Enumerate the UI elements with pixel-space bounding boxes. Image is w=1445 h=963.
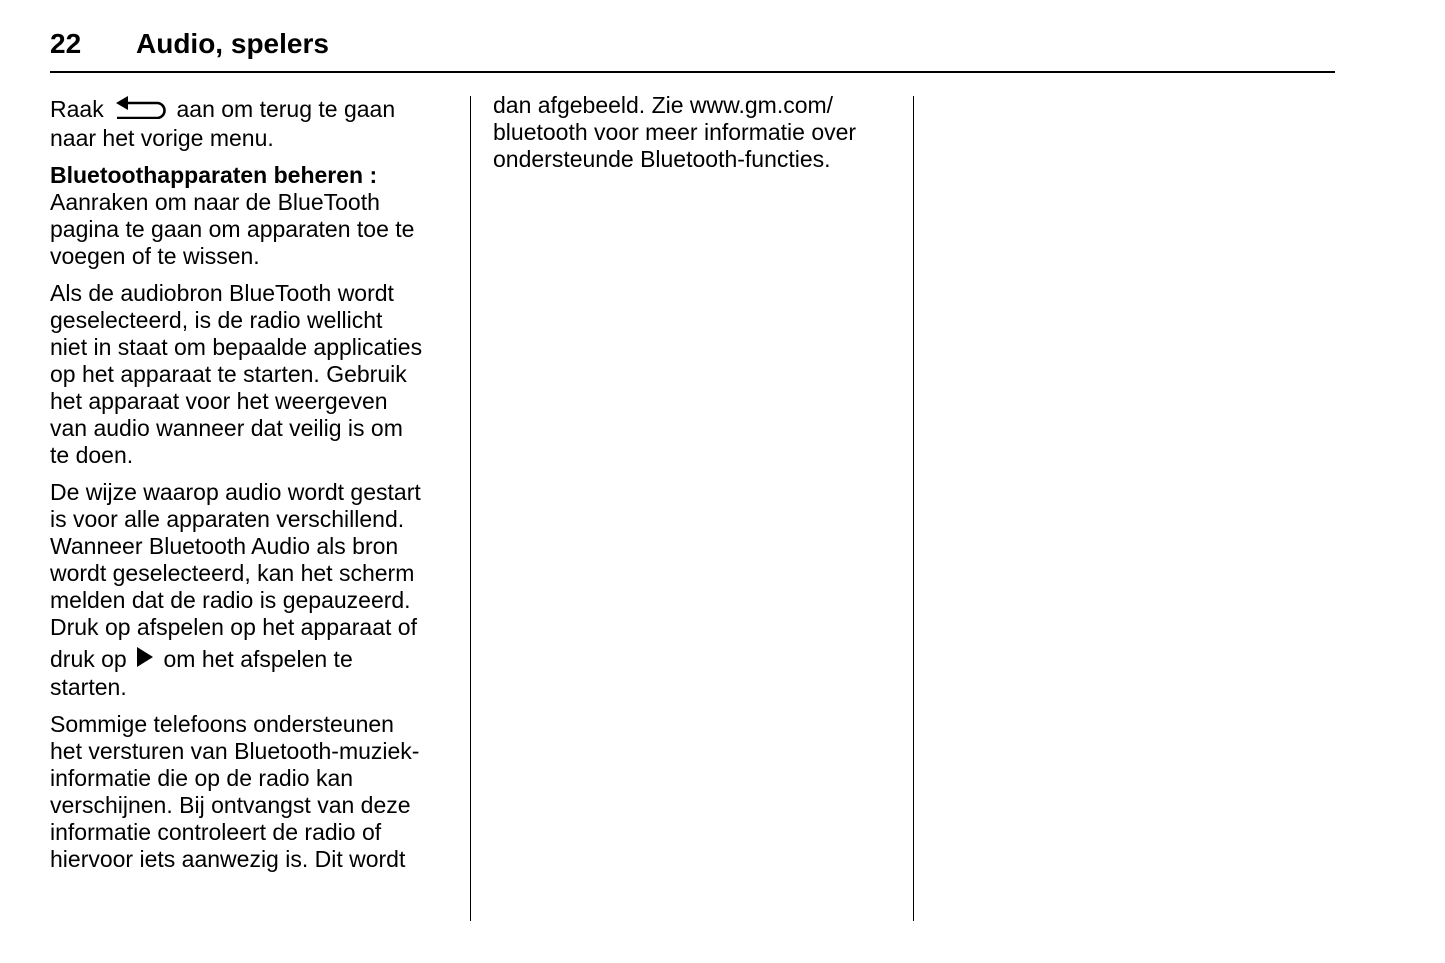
text-line: dan afgebeeld. Zie www.gm.com/ xyxy=(493,92,834,118)
header-rule xyxy=(50,71,1335,73)
column-divider-left xyxy=(470,96,471,921)
text-line: verschijnen. Bij ontvangst van deze xyxy=(50,792,411,818)
column-2 xyxy=(493,92,893,183)
text-line: voegen of te wissen. xyxy=(50,243,260,269)
paragraph-back-instruction xyxy=(50,95,460,152)
text-line: is voor alle apparaten verschillend. xyxy=(50,506,405,532)
text-line: Aanraken om naar de BlueTooth xyxy=(50,189,380,215)
text-line: ondersteunde Bluetooth-functies. xyxy=(493,146,831,172)
text-line: wordt geselecteerd, kan het scherm xyxy=(50,560,415,586)
text-line: niet in staat om bepaalde applicaties xyxy=(50,334,423,360)
back-text-line-2: naar het vorige menu. xyxy=(50,125,274,151)
text-line: Sommige telefoons ondersteunen xyxy=(50,711,394,737)
text-line: informatie controleert de radio of xyxy=(50,819,382,845)
paragraph-audio-source xyxy=(50,280,460,469)
play-icon xyxy=(135,646,155,674)
back-text-after: aan om terug te gaan xyxy=(170,96,396,122)
text-line: te doen. xyxy=(50,442,134,468)
manage-devices-heading: Bluetoothapparaten beheren : xyxy=(50,162,378,188)
paragraph-manage-devices xyxy=(50,162,460,270)
page-header xyxy=(50,26,1335,62)
paragraph-music-info xyxy=(50,711,460,873)
text-line: De wijze waarop audio wordt gestart xyxy=(50,479,421,505)
back-text-before: Raak xyxy=(50,96,111,122)
text-line: het apparaat voor het weergeven xyxy=(50,388,388,414)
text-line: Druk op afspelen op het apparaat of xyxy=(50,614,417,640)
text-line: bluetooth voor meer informatie over xyxy=(493,119,857,145)
text-line: informatie die op de radio kan xyxy=(50,765,354,791)
play-text-after: om het afspelen te xyxy=(157,646,353,672)
text-line: op het apparaat te starten. Gebruik xyxy=(50,361,407,387)
text-line: starten. xyxy=(50,674,127,700)
text-line: Wanneer Bluetooth Audio als bron xyxy=(50,533,399,559)
text-line: pagina te gaan om apparaten toe te xyxy=(50,216,415,242)
text-line: geselecteerd, is de radio wellicht xyxy=(50,307,383,333)
paragraph-audio-start xyxy=(50,479,460,701)
text-line: het versturen van Bluetooth-muziek- xyxy=(50,738,420,764)
paragraph-continuation xyxy=(493,92,893,173)
column-divider-right xyxy=(913,96,914,921)
column-1 xyxy=(50,95,460,883)
text-line: van audio wanneer dat veilig is om xyxy=(50,415,403,441)
text-line: hiervoor iets aanwezig is. Dit wordt xyxy=(50,846,406,872)
section-title: Audio, spelers xyxy=(136,28,329,59)
back-arrow-icon xyxy=(114,95,166,125)
text-line: melden dat de radio is gepauzeerd. xyxy=(50,587,411,613)
page-number: 22 xyxy=(50,28,82,59)
play-text-before: druk op xyxy=(50,646,134,672)
text-line: Als de audiobron BlueTooth wordt xyxy=(50,280,394,306)
